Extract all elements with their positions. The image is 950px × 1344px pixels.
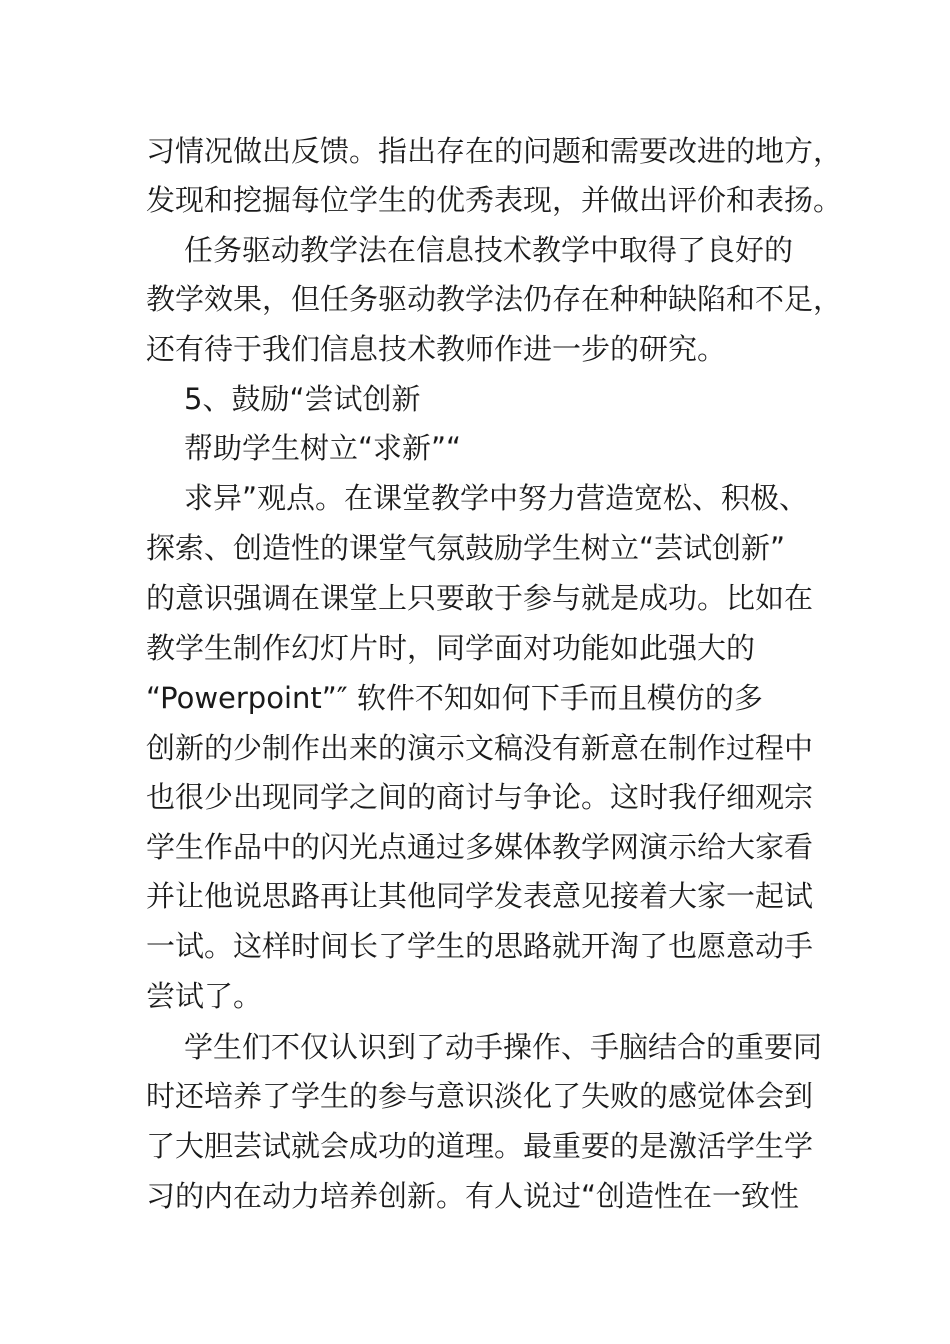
text-line: 也很少出现同学之间的商讨与争论。这时我仔细观宗 [146, 780, 814, 814]
text-line: 教学效果，但任务驱动教学法仍存在种种缺陷和不足， [146, 282, 843, 316]
text-line: 并让他说思路再让其他同学发表意见接着大家一起试 [146, 879, 814, 913]
text-line: 时还培养了学生的参与意识淡化了失败的感觉体会到 [146, 1079, 814, 1113]
text-line: 尝试了。 [146, 979, 263, 1013]
text-line: 习的内在动力培养创新。有人说过“创造性在一致性 [146, 1179, 800, 1213]
text-line: 还有待于我们信息技术教师作进一步的研究。 [146, 332, 727, 366]
text-line: 习情况做出反馈。指出存在的问题和需要改进的地方， [146, 134, 843, 168]
text-line: 创新的少制作出来的演示文稿没有新意在制作过程中 [146, 731, 814, 765]
text-line: 了大胆芸试就会成功的道理。最重要的是激活学生学 [146, 1129, 814, 1163]
text-line: 学生作品中的闪光点通过多媒体教学网演示给大家看 [146, 830, 814, 864]
text-line: 教学生制作幻灯片时，同学面对功能如此强大的 [146, 631, 756, 665]
section-heading: 5、鼓励“尝试创新 [184, 382, 421, 416]
paragraph-start-line: 学生们不仅认识到了动手操作、手脑结合的重要同 [184, 1030, 823, 1064]
text-line: 一试。这样时间长了学生的思路就开淘了也愿意动手 [146, 929, 814, 963]
text-line: “Powerpoint”″ 软件不知如何下手而且模仿的多 [146, 681, 763, 715]
text-line: 探索、创造性的课堂气氛鼓励学生树立“芸试创新” [146, 531, 786, 565]
paragraph-start-line: 帮助学生树立“求新”“ [184, 431, 462, 465]
text-line: 发现和挖掘每位学生的优秀表现，并做出评价和表扬。 [146, 183, 843, 217]
paragraph-start-line: 任务驱动教学法在信息技术教学中取得了良好的 [184, 233, 794, 267]
text-line: 的意识强调在课堂上只要敢于参与就是成功。比如在 [146, 581, 814, 615]
paragraph-start-line: 求异”观点。在课堂教学中努力营造宽松、积极、 [184, 481, 809, 515]
